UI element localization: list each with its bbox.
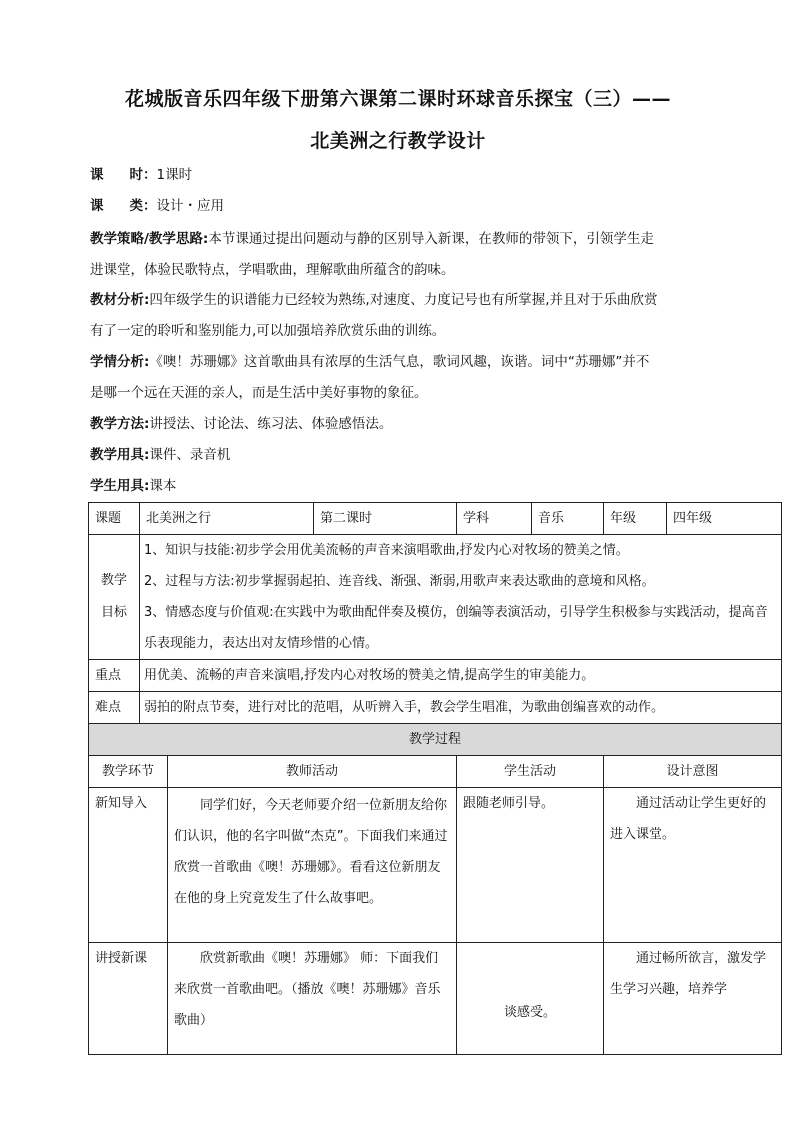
kelei-label-a: 课 — [90, 198, 104, 214]
keshi-label-b: 时： — [129, 167, 157, 183]
document-title-line2: 北美洲之行教学设计 — [310, 130, 486, 152]
table-cell — [168, 788, 457, 943]
table-cell: 北美洲之行 — [140, 503, 314, 535]
strategy-text2: 进课堂，体验民歌特点，学唱歌曲，理解歌曲所蕴含的韵味。 — [90, 262, 455, 278]
meta-student — [90, 347, 710, 409]
table-cell: 新知导入 — [89, 788, 168, 943]
method-text: 讲授法、讨论法、练习法、体验感悟法。 — [149, 416, 393, 432]
table-cell: 重点 — [89, 660, 140, 692]
column-header: 设计意图 — [604, 756, 782, 788]
meta-student-tools — [90, 471, 710, 502]
table-cell — [457, 943, 604, 1055]
material-text1: 四年级学生的识谱能力已经较为熟练,对速度、力度记号也有所掌握,并且对于乐曲欣赏 — [149, 292, 658, 308]
table-cell — [89, 535, 140, 660]
meta-material — [90, 285, 710, 347]
table-cell: 讲授新课 — [89, 943, 168, 1055]
design-intent: 通过畅所欲言，激发学生学习兴趣，培养学 — [610, 951, 767, 997]
design-intent: 通过活动让学生更好的进入课堂。 — [610, 796, 767, 842]
goal-1: 1、知识与技能:初步学会用优美流畅的声音来演唱歌曲,抒发内心对牧场的赞美之情。 — [144, 543, 629, 558]
teacher-activity: 同学们好，今天老师要介绍一位新朋友给你们认识，他的名字叫做“杰克”。下面我们来通过欣赏一首歌曲《噢！苏珊娜》。看看这位新朋友在他的身上究竟发生了什么故事吧。 — [174, 798, 448, 906]
kelei-label-b: 类： — [129, 198, 157, 214]
table-row — [89, 724, 782, 756]
meta-strategy — [90, 224, 710, 286]
student-text1: 《噢！苏珊娜》这首歌曲具有浓厚的生活气息，歌词风趣，诙谐。词中“苏珊娜”并不 — [149, 354, 650, 370]
strategy-text1: 本节课通过提出问题动与静的区别导入新课，在教师的带领下，引领学生走 — [208, 231, 654, 247]
tools-text: 课件、录音机 — [149, 447, 231, 463]
table-row — [89, 535, 782, 660]
student-activity: 谈感受。 — [504, 1005, 557, 1020]
student-label: 学情分析: — [90, 354, 150, 370]
goal-3: 3、情感态度与价值观:在实践中为歌曲配伴奏及模仿，创编等表演活动，引导学生积极参与实践活动，提高音乐表现能力，表达出对友情珍惜的心情。 — [144, 605, 768, 651]
document-title-line1: 花城版音乐四年级下册第六课第二课时环球音乐探宝（三）—— — [124, 88, 671, 110]
column-header: 学生活动 — [457, 756, 604, 788]
table-row — [89, 503, 782, 535]
table-cell: 第二课时 — [314, 503, 457, 535]
table-cell — [604, 943, 782, 1055]
table-cell: 年级 — [604, 503, 667, 535]
table-row — [89, 788, 782, 943]
table-cell — [604, 788, 782, 943]
table-cell: 学科 — [457, 503, 532, 535]
lesson-plan-table — [88, 502, 782, 1055]
meta-keshi — [90, 160, 710, 191]
table-cell: 音乐 — [532, 503, 604, 535]
meta-tools — [90, 440, 710, 471]
student-tools-text: 课本 — [149, 478, 177, 494]
table-row — [89, 756, 782, 788]
meta-kelei — [90, 191, 710, 222]
student-tools-label: 学生用具: — [90, 478, 150, 494]
column-header: 教学环节 — [89, 756, 168, 788]
goal-2: 2、过程与方法:初步掌握弱起拍、连音线、渐强、渐弱,用歌声来表达歌曲的意境和风格。 — [144, 574, 655, 589]
table-cell: 四年级 — [667, 503, 782, 535]
table-cell: 用优美、流畅的声音来演唱,抒发内心对牧场的赞美之情,提高学生的审美能力。 — [140, 660, 782, 692]
keshi-value: 1课时 — [156, 167, 193, 183]
table-row — [89, 660, 782, 692]
table-cell: 难点 — [89, 692, 140, 724]
table-row — [89, 943, 782, 1055]
goal-label: 教学目标 — [100, 573, 127, 620]
material-label: 教材分析: — [90, 292, 150, 308]
table-cell: 跟随老师引导。 — [457, 788, 604, 943]
keshi-label-a: 课 — [90, 167, 104, 183]
table-cell — [168, 943, 457, 1055]
student-text2: 是哪一个远在天涯的亲人，而是生活中美好事物的象征。 — [90, 385, 428, 401]
teacher-activity: 欣赏新歌曲《噢！苏珊娜》 师：下面我们来欣赏一首歌曲吧。（播放《噢！苏珊娜》音乐歌曲） — [174, 951, 441, 1028]
kelei-value: 设计・应用 — [156, 198, 224, 214]
table-cell: 课题 — [89, 503, 140, 535]
material-text2: 有了一定的聆听和鉴别能力,可以加强培养欣赏乐曲的训练。 — [90, 323, 446, 339]
table-cell — [140, 535, 782, 660]
method-label: 教学方法: — [90, 416, 150, 432]
meta-method — [90, 409, 710, 440]
tools-label: 教学用具: — [90, 447, 150, 463]
strategy-label: 教学策略/教学思路: — [90, 231, 209, 247]
table-cell: 弱拍的附点节奏，进行对比的范唱，从听辨入手，教会学生唱准，为歌曲创编喜欢的动作。 — [140, 692, 782, 724]
table-row — [89, 692, 782, 724]
process-header: 教学过程 — [89, 724, 782, 756]
column-header: 教师活动 — [168, 756, 457, 788]
